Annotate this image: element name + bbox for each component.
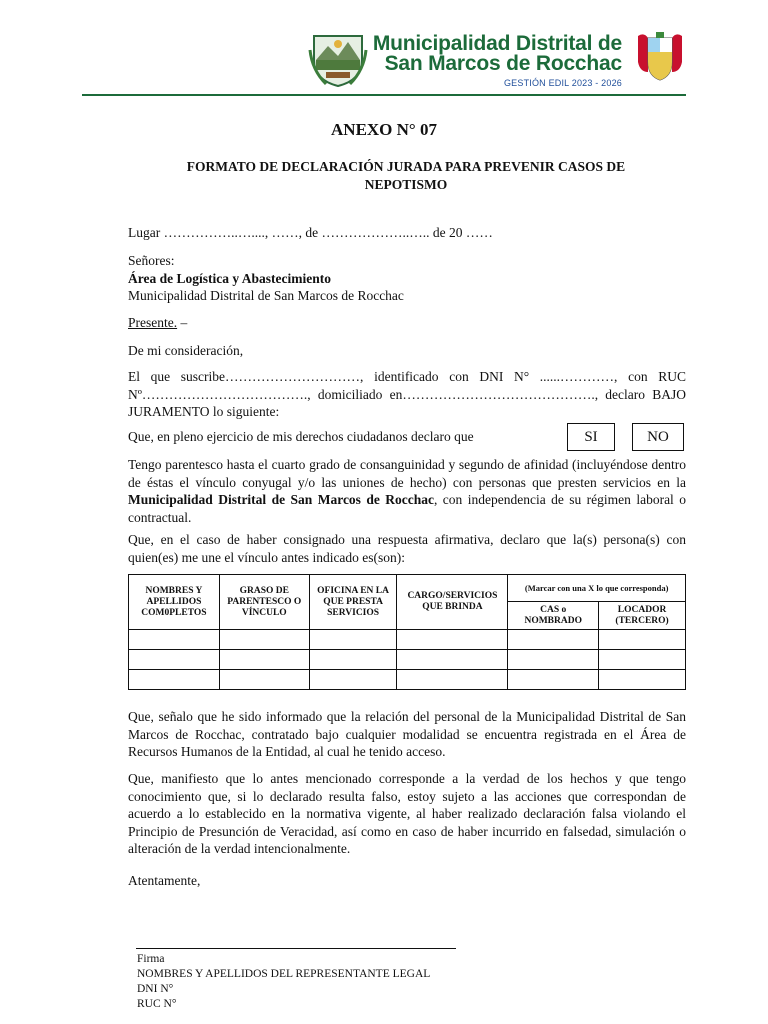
table-cell[interactable] [508,670,599,690]
peru-national-shield-icon [636,32,684,82]
table-cell[interactable] [599,650,686,670]
consideration-line: De mi consideración, [128,343,244,358]
presente-line [128,314,686,332]
closing-line: Atentamente, [128,873,201,888]
kinship-entity: Municipalidad Distrital de San Marcos de Rocchac [128,492,435,507]
col-header-cas: CAS o NOMBRADO [508,602,599,630]
table-row [129,670,686,690]
table-row [129,630,686,650]
declaration-question: Que, en pleno ejercicio de mis derechos ciudadanos declaro que [128,429,474,444]
table-cell[interactable] [219,670,309,690]
informed-paragraph: Que, señalo que he sido informado que la relación del personal de la Municipalidad Distrital de San Marcos de Rocchac, contratado bajo cualquier modalidad se encuentra registrada en el Área de Recursos Humanos de la Entidad, al cual he tenido acceso. [128,709,686,759]
document-title: ANEXO N° 07 [331,120,437,139]
document-subtitle: FORMATO DE DECLARACIÓN JURADA PARA PREVENIR CASOS DE NEPOTISMO [186,159,626,192]
table-cell[interactable] [397,670,508,690]
signature-label: Firma [137,953,165,965]
table-cell[interactable] [599,630,686,650]
addressee-area: Área de Logística y Abastecimiento [128,270,331,286]
col-header-names: NOMBRES Y APELLIDOS COM0PLETOS [129,575,220,630]
table-cell[interactable] [309,650,397,670]
table-cell[interactable] [129,650,220,670]
place-date-line: Lugar ……………..…...., ……, de ………………..….. de 20 …… [128,225,493,240]
col-header-oficina: OFICINA EN LA QUE PRESTA SERVICIOS [309,575,397,630]
municipality-name-line1: Municipalidad Distrital de [372,32,622,55]
table-cell[interactable] [219,650,309,670]
table-cell[interactable] [129,630,220,650]
col-header-marcar: (Marcar con una X lo que corresponda) [508,575,686,602]
table-cell[interactable] [508,630,599,650]
affirmative-paragraph: Que, en el caso de haber consignado una respuesta afirmativa, declaro que la(s) persona(s) con quien(es) me une el vínculo antes indicado es(son): [128,532,686,565]
table-cell[interactable] [309,630,397,650]
representative-name-label: NOMBRES Y APELLIDOS DEL REPRESENTANTE LEGAL [137,968,431,980]
header-divider [82,94,686,96]
gestion-period: GESTIÓN EDIL 2023 - 2026 [503,78,622,88]
ruc-label: RUC N° [137,998,177,1010]
relatives-table [128,574,686,690]
table-cell[interactable] [129,670,220,690]
addressee-salutation: Señores: [128,253,175,268]
kinship-paragraph [128,456,686,526]
kinship-text-b: , con independencia de su régimen laboral o contractual. [128,492,686,525]
municipality-name-line2: San Marcos de Rocchac [384,52,622,75]
col-header-locador: LOCADOR (TERCERO) [599,602,686,630]
declarant-paragraph: El que suscribe…………………………, identificado con DNI N° ......…………, con RUC Nº………………………………., domiciliado en……………………………………., declaro BAJO JURAMENTO lo siguiente: [128,369,686,419]
table-cell[interactable] [599,670,686,690]
manifest-paragraph: Que, manifiesto que lo antes mencionado corresponde a la verdad de los hechos y que tengo conocimiento que, si lo declarado resulta falso, estoy sujeto a las acciones que correspondan de acuerdo a lo establecido en la normativa vigente, al haber realizado declaración falsa violando el Principio de Presunción de Veracidad, así como en caso de haber incurrido en falsedad, simulación o alteración de la verdad intencionalmente. [128,771,686,856]
addressee-entity: Municipalidad Distrital de San Marcos de Rocchac [128,288,404,303]
table-cell[interactable] [309,670,397,690]
presente-dash: – [177,315,188,330]
option-si-box[interactable]: SI [567,423,615,451]
table-cell[interactable] [397,630,508,650]
option-no-box[interactable]: NO [632,423,684,451]
kinship-text-a: Tengo parentesco hasta el cuarto grado de consanguinidad y segundo de afinidad (incluyéndose dentro de éstas el vínculo conyugal y/o las uniones de hecho) con personas que presten servicios en la [128,457,686,490]
municipal-crest-logo [308,30,368,88]
table-row [129,650,686,670]
table-cell[interactable] [219,630,309,650]
table-cell[interactable] [397,650,508,670]
addressee-block [128,252,686,305]
col-header-grado: GRASO DE PARENTESCO O VÍNCULO [219,575,309,630]
signature-line [136,948,456,949]
col-header-cargo: CARGO/SERVICIOS QUE BRINDA [397,575,508,630]
presente-label: Presente. [128,315,178,330]
table-cell[interactable] [508,650,599,670]
dni-label: DNI N° [137,983,174,995]
letterhead [0,0,768,100]
